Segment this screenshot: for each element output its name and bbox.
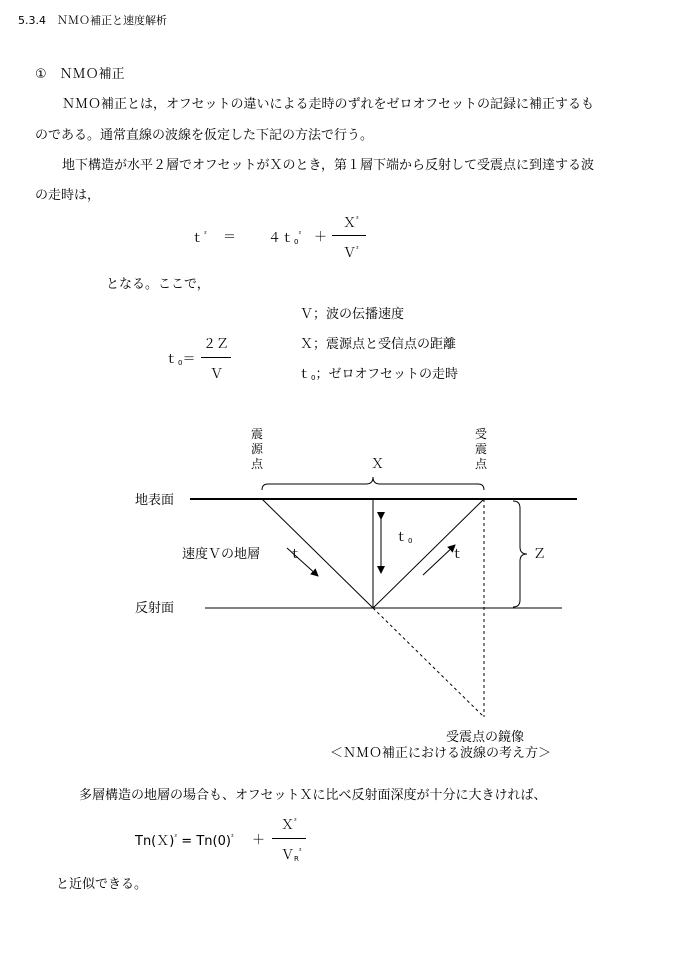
eq3-denominator: Ｖ: [281, 848, 295, 863]
eq2-numerator: ２Ｚ: [203, 337, 230, 352]
z-brace: [513, 501, 527, 607]
closing-text: と近似できる。: [56, 877, 148, 892]
definitions-intro: となる。ここで，: [106, 277, 210, 292]
eq2-lhs: ｔ: [165, 352, 179, 367]
subheading: ① ＮＭＯ補正: [35, 67, 125, 82]
eq1-denominator: Ｖ: [343, 246, 357, 261]
paragraph-2-line-2: の走時は，: [35, 188, 101, 203]
eq3-numerator: Ｘ: [281, 818, 295, 833]
eq1-lhs: ｔ: [191, 231, 205, 246]
eq1-plus: ＋: [314, 230, 328, 245]
x-label: Ｘ: [371, 457, 385, 472]
paragraph-3: 多層構造の地層の場合も、オフセットＸに比べ反射面深度が十分に大きければ、: [79, 788, 547, 803]
eq1-term: ４ｔ: [268, 231, 295, 246]
definition-v: Ｖ；波の伝播速度: [300, 307, 405, 322]
x-brace: [262, 477, 484, 490]
surface-label: 地表面: [135, 493, 175, 508]
mirror-label: 受震点の鏡像: [446, 730, 525, 745]
z-label: Ｚ: [533, 547, 547, 562]
upgoing-ray: [373, 499, 484, 608]
eq3-fraction-bar: [272, 838, 306, 839]
eq3-lhs: Tn(Ｘ): [135, 834, 175, 849]
definition-x: Ｘ；震源点と受信点の距離: [300, 337, 457, 352]
definition-t0: ｔ$_0$；ゼロオフセットの走時: [298, 367, 458, 382]
receiver-label: 受震点: [474, 427, 487, 471]
paragraph-1-line-2: のである。通常直線の波線を仮定した下記の方法で行う。: [35, 128, 374, 143]
paragraph-2-line-1: 地下構造が水平２層でオフセットがＸのとき，第１層下端から反射して受震点に到達する波: [62, 158, 594, 173]
paragraph-1-line-1: ＮＭＯ補正とは，オフセットの違いによる走時のずれをゼロオフセットの記録に補正するも: [62, 97, 594, 112]
source-label: 震源点: [250, 427, 263, 471]
t-right-label: ｔ: [451, 547, 465, 562]
t0-label: ｔ$_0$: [395, 530, 413, 545]
eq1-equals: ＝: [223, 230, 237, 245]
diagram-caption: ＜ＮＭＯ補正における波線の考え方＞: [330, 746, 552, 761]
eq1-numerator: Ｘ: [343, 216, 357, 231]
eq3-rhs: Tn(0): [196, 834, 231, 849]
downgoing-ray: [262, 499, 373, 608]
layer-label: 速度Ｖの地層: [182, 547, 261, 562]
mirror-ray: [373, 608, 484, 717]
eq2-denominator: Ｖ: [210, 367, 224, 382]
t-left-label: ｔ: [289, 547, 303, 562]
section-heading: 5.3.4 ＮＭＯ補正と速度解析: [18, 14, 167, 27]
eq3-plus: ＋: [252, 833, 266, 848]
reflector-label: 反射面: [135, 601, 175, 616]
